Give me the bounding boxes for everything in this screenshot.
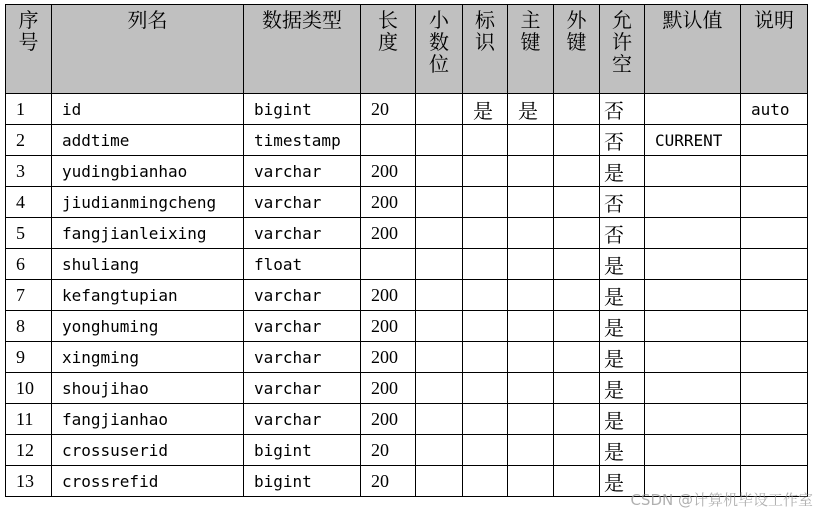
cell-identity	[463, 218, 508, 249]
cell-default	[645, 249, 741, 280]
cell-nullable: 是	[600, 404, 645, 435]
cell-column-name: shoujihao	[52, 373, 244, 404]
cell-nullable: 是	[600, 280, 645, 311]
cell-decimal	[416, 125, 463, 156]
cell-nullable: 否	[600, 218, 645, 249]
cell-data-type: bigint	[244, 466, 361, 497]
cell-decimal	[416, 156, 463, 187]
cell-no: 5	[6, 218, 52, 249]
schema-table	[5, 4, 808, 497]
cell-foreign-key	[554, 156, 600, 187]
cell-no: 4	[6, 187, 52, 218]
cell-default	[645, 187, 741, 218]
cell-primary-key	[508, 125, 554, 156]
cell-identity	[463, 342, 508, 373]
cell-column-name: fangjianleixing	[52, 218, 244, 249]
cell-data-type: varchar	[244, 404, 361, 435]
cell-column-name: crossuserid	[52, 435, 244, 466]
cell-data-type: varchar	[244, 342, 361, 373]
cell-foreign-key	[554, 280, 600, 311]
cell-decimal	[416, 466, 463, 497]
cell-no: 3	[6, 156, 52, 187]
cell-identity	[463, 280, 508, 311]
cell-primary-key	[508, 342, 554, 373]
cell-default	[645, 342, 741, 373]
cell-length: 200	[361, 311, 416, 342]
cell-identity	[463, 125, 508, 156]
cell-default	[645, 280, 741, 311]
header-decimal: 小数位	[416, 5, 463, 94]
cell-nullable: 是	[600, 466, 645, 497]
cell-column-name: kefangtupian	[52, 280, 244, 311]
cell-nullable: 否	[600, 187, 645, 218]
cell-foreign-key	[554, 187, 600, 218]
cell-data-type: varchar	[244, 280, 361, 311]
cell-no: 8	[6, 311, 52, 342]
cell-note	[741, 156, 808, 187]
cell-length	[361, 125, 416, 156]
cell-decimal	[416, 373, 463, 404]
cell-length: 200	[361, 280, 416, 311]
cell-column-name: jiudianmingcheng	[52, 187, 244, 218]
cell-foreign-key	[554, 466, 600, 497]
cell-data-type: bigint	[244, 435, 361, 466]
cell-identity	[463, 156, 508, 187]
cell-primary-key	[508, 249, 554, 280]
cell-note	[741, 435, 808, 466]
cell-no: 9	[6, 342, 52, 373]
table-row	[6, 342, 808, 373]
schema-table-container	[5, 4, 808, 497]
cell-foreign-key	[554, 94, 600, 125]
cell-identity	[463, 404, 508, 435]
header-data-type: 数据类型	[244, 5, 361, 94]
cell-no: 11	[6, 404, 52, 435]
cell-primary-key	[508, 311, 554, 342]
cell-default	[645, 404, 741, 435]
cell-primary-key	[508, 435, 554, 466]
cell-note	[741, 187, 808, 218]
cell-column-name: addtime	[52, 125, 244, 156]
cell-no: 6	[6, 249, 52, 280]
cell-no: 12	[6, 435, 52, 466]
cell-data-type: timestamp	[244, 125, 361, 156]
cell-nullable: 是	[600, 311, 645, 342]
cell-length: 20	[361, 435, 416, 466]
cell-nullable: 否	[600, 125, 645, 156]
cell-length: 200	[361, 373, 416, 404]
cell-decimal	[416, 218, 463, 249]
table-row	[6, 373, 808, 404]
table-row	[6, 156, 808, 187]
cell-decimal	[416, 404, 463, 435]
cell-note	[741, 342, 808, 373]
cell-foreign-key	[554, 249, 600, 280]
cell-data-type: varchar	[244, 373, 361, 404]
cell-length: 200	[361, 187, 416, 218]
table-row	[6, 94, 808, 125]
cell-default	[645, 373, 741, 404]
cell-no: 10	[6, 373, 52, 404]
cell-column-name: id	[52, 94, 244, 125]
header-note: 说明	[741, 5, 808, 94]
cell-column-name: shuliang	[52, 249, 244, 280]
cell-decimal	[416, 280, 463, 311]
cell-decimal	[416, 311, 463, 342]
cell-note	[741, 249, 808, 280]
cell-note	[741, 404, 808, 435]
cell-identity	[463, 466, 508, 497]
header-row	[6, 5, 808, 94]
cell-length: 200	[361, 218, 416, 249]
cell-no: 13	[6, 466, 52, 497]
header-primary-key: 主键	[508, 5, 554, 94]
table-body	[6, 94, 808, 497]
header-default: 默认值	[645, 5, 741, 94]
cell-note: auto	[741, 94, 808, 125]
cell-data-type: float	[244, 249, 361, 280]
cell-identity: 是	[463, 94, 508, 125]
cell-identity	[463, 249, 508, 280]
cell-no: 7	[6, 280, 52, 311]
cell-foreign-key	[554, 218, 600, 249]
cell-data-type: bigint	[244, 94, 361, 125]
cell-nullable: 是	[600, 249, 645, 280]
cell-identity	[463, 311, 508, 342]
cell-data-type: varchar	[244, 311, 361, 342]
cell-default: CURRENT	[645, 125, 741, 156]
cell-length: 200	[361, 156, 416, 187]
cell-note	[741, 218, 808, 249]
cell-no: 2	[6, 125, 52, 156]
header-foreign-key: 外键	[554, 5, 600, 94]
cell-length: 20	[361, 94, 416, 125]
table-row	[6, 249, 808, 280]
cell-note	[741, 311, 808, 342]
header-identity: 标识	[463, 5, 508, 94]
cell-decimal	[416, 249, 463, 280]
cell-identity	[463, 187, 508, 218]
cell-nullable: 是	[600, 342, 645, 373]
header-no: 序号	[6, 5, 52, 94]
table-row	[6, 218, 808, 249]
cell-no: 1	[6, 94, 52, 125]
table-row	[6, 280, 808, 311]
cell-decimal	[416, 187, 463, 218]
header-nullable: 允许空	[600, 5, 645, 94]
cell-foreign-key	[554, 435, 600, 466]
table-row	[6, 404, 808, 435]
cell-identity	[463, 373, 508, 404]
cell-length: 200	[361, 404, 416, 435]
cell-default	[645, 435, 741, 466]
cell-primary-key	[508, 218, 554, 249]
cell-primary-key	[508, 373, 554, 404]
table-row	[6, 125, 808, 156]
header-length: 长度	[361, 5, 416, 94]
cell-nullable: 是	[600, 373, 645, 404]
cell-decimal	[416, 342, 463, 373]
cell-primary-key	[508, 466, 554, 497]
cell-length: 20	[361, 466, 416, 497]
cell-column-name: yudingbianhao	[52, 156, 244, 187]
cell-default	[645, 156, 741, 187]
cell-foreign-key	[554, 125, 600, 156]
cell-column-name: xingming	[52, 342, 244, 373]
cell-foreign-key	[554, 311, 600, 342]
cell-foreign-key	[554, 342, 600, 373]
cell-identity	[463, 435, 508, 466]
cell-note	[741, 280, 808, 311]
cell-length	[361, 249, 416, 280]
cell-nullable: 否	[600, 94, 645, 125]
cell-primary-key	[508, 280, 554, 311]
cell-decimal	[416, 94, 463, 125]
cell-default	[645, 218, 741, 249]
cell-column-name: fangjianhao	[52, 404, 244, 435]
cell-length: 200	[361, 342, 416, 373]
cell-data-type: varchar	[244, 187, 361, 218]
cell-foreign-key	[554, 373, 600, 404]
cell-data-type: varchar	[244, 218, 361, 249]
cell-default	[645, 311, 741, 342]
header-column-name: 列名	[52, 5, 244, 94]
cell-primary-key: 是	[508, 94, 554, 125]
cell-column-name: yonghuming	[52, 311, 244, 342]
cell-foreign-key	[554, 404, 600, 435]
table-row	[6, 435, 808, 466]
cell-column-name: crossrefid	[52, 466, 244, 497]
cell-decimal	[416, 435, 463, 466]
cell-data-type: varchar	[244, 156, 361, 187]
table-row	[6, 311, 808, 342]
table-row	[6, 187, 808, 218]
cell-nullable: 是	[600, 156, 645, 187]
cell-nullable: 是	[600, 435, 645, 466]
cell-primary-key	[508, 404, 554, 435]
watermark: CSDN @计算机毕设工作室	[630, 491, 813, 509]
cell-note	[741, 125, 808, 156]
cell-primary-key	[508, 156, 554, 187]
cell-primary-key	[508, 187, 554, 218]
cell-default	[645, 94, 741, 125]
cell-note	[741, 373, 808, 404]
